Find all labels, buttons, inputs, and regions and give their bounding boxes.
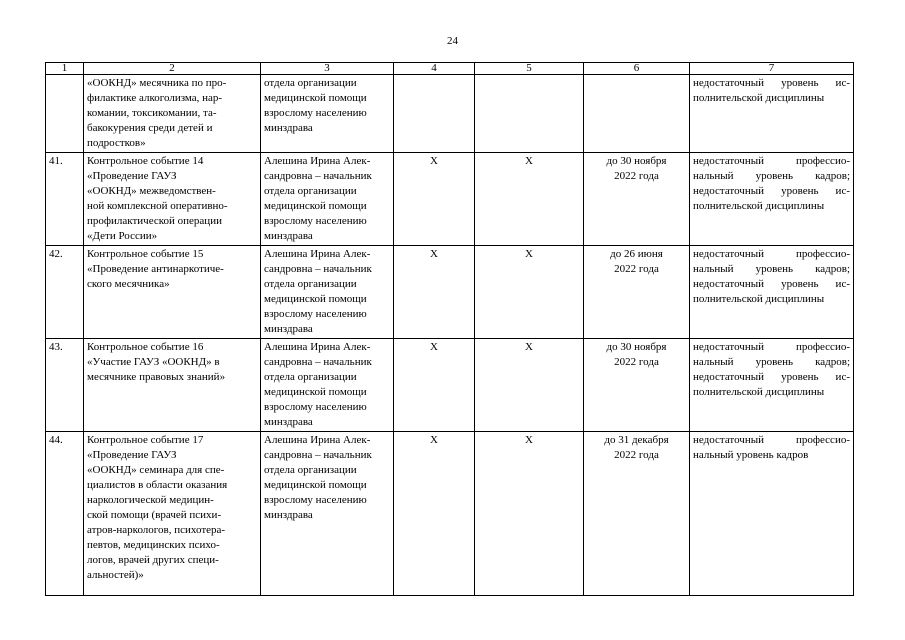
table-row xyxy=(46,75,854,153)
text-line: взрослому населению xyxy=(264,401,367,413)
header-row xyxy=(46,63,854,75)
event-cell xyxy=(84,432,261,596)
text-line: Контрольное событие 16 xyxy=(87,341,204,353)
text-line: «Дети России» xyxy=(87,230,158,242)
text-line: логов, врачей других специ- xyxy=(87,554,219,566)
text-line: «Проведение ГАУЗ xyxy=(87,449,177,461)
text-line: «ООКНД» семинара для спе- xyxy=(87,464,225,476)
risk-cell xyxy=(690,432,854,596)
header-cell: 3 xyxy=(261,63,394,75)
deadline-cell xyxy=(584,153,690,246)
text-line: подростков» xyxy=(87,137,146,149)
text-line: «ООКНД» межведомствен- xyxy=(87,185,216,197)
text-line: недостаточный профессио- xyxy=(693,248,850,260)
text-line: 2022 года xyxy=(614,263,659,275)
risk-cell xyxy=(690,246,854,339)
text-line: медицинской помощи xyxy=(264,200,367,212)
text-line: 2022 года xyxy=(614,170,659,182)
text-line: недостаточный уровень ис- xyxy=(693,371,850,383)
text-line: сандровна – начальник xyxy=(264,449,372,461)
text-line: взрослому населению xyxy=(264,308,367,320)
text-line: минздрава xyxy=(264,323,313,335)
text-line: наркологической медицин- xyxy=(87,494,214,506)
text-line: атров-наркологов, психотера- xyxy=(87,524,226,536)
text-line: ной комплексной оперативно- xyxy=(87,200,228,212)
deadline-cell xyxy=(584,246,690,339)
page-number: 24 xyxy=(447,35,458,47)
column-4-cell: Х xyxy=(394,339,475,432)
text-line: нальный уровень кадров; xyxy=(693,263,850,275)
row-number-cell: 43. xyxy=(46,339,84,432)
deadline-cell xyxy=(584,432,690,596)
responsible-cell xyxy=(261,432,394,596)
text-line: полнительской дисциплины xyxy=(693,386,825,398)
text-line: комании, токсикомании, та- xyxy=(87,107,217,119)
text-line: 2022 года xyxy=(614,356,659,368)
text-line: полнительской дисциплины xyxy=(693,293,825,305)
risk-cell xyxy=(690,75,854,153)
header-cell: 5 xyxy=(475,63,584,75)
text-line: Алешина Ирина Алек- xyxy=(264,434,371,446)
text-line: до 30 ноября xyxy=(606,155,667,167)
column-5-cell: Х xyxy=(475,153,584,246)
responsible-cell xyxy=(261,339,394,432)
deadline-cell xyxy=(584,339,690,432)
text-line: минздрава xyxy=(264,416,313,428)
event-cell xyxy=(84,339,261,432)
text-line: отдела организации xyxy=(264,371,357,383)
column-4-cell: Х xyxy=(394,246,475,339)
text-line: до 31 декабря xyxy=(604,434,669,446)
text-line: медицинской помощи xyxy=(264,479,367,491)
text-line: бакокурения среди детей и xyxy=(87,122,213,134)
text-line: минздрава xyxy=(264,122,313,134)
text-line: отдела организации xyxy=(264,278,357,290)
text-line: до 26 июня xyxy=(610,248,663,260)
table-row xyxy=(46,339,854,432)
text-line: «ООКНД» месячника по про- xyxy=(87,77,227,89)
header-cell: 1 xyxy=(46,63,84,75)
responsible-cell xyxy=(261,75,394,153)
text-line: недостаточный уровень ис- xyxy=(693,77,850,89)
row-number-cell: 42. xyxy=(46,246,84,339)
text-line: отдела организации xyxy=(264,464,357,476)
text-line: недостаточный уровень ис- xyxy=(693,185,850,197)
text-line: нальный уровень кадров xyxy=(693,449,809,461)
text-line: Алешина Ирина Алек- xyxy=(264,155,371,167)
text-line: полнительской дисциплины xyxy=(693,92,825,104)
text-line: 2022 года xyxy=(614,449,659,461)
header-cell: 4 xyxy=(394,63,475,75)
risk-cell xyxy=(690,153,854,246)
text-line: до 30 ноября xyxy=(606,341,667,353)
column-4-cell: Х xyxy=(394,432,475,596)
text-line: отдела организации xyxy=(264,77,357,89)
row-number-cell xyxy=(46,75,84,153)
column-5-cell: Х xyxy=(475,246,584,339)
text-line: минздрава xyxy=(264,509,313,521)
text-line: взрослому населению xyxy=(264,494,367,506)
table-row xyxy=(46,432,854,596)
text-line: недостаточный профессио- xyxy=(693,341,850,353)
table-row xyxy=(46,246,854,339)
row-number-cell: 44. xyxy=(46,432,84,596)
risk-cell xyxy=(690,339,854,432)
table-row xyxy=(46,153,854,246)
column-5-cell: Х xyxy=(475,432,584,596)
text-line: «Проведение ГАУЗ xyxy=(87,170,177,182)
text-line: нальный уровень кадров; xyxy=(693,356,850,368)
header-cell: 6 xyxy=(584,63,690,75)
text-line: минздрава xyxy=(264,230,313,242)
text-line: ского месячника» xyxy=(87,278,170,290)
text-line: Алешина Ирина Алек- xyxy=(264,248,371,260)
deadline-cell xyxy=(584,75,690,153)
text-line: недостаточный профессио- xyxy=(693,155,850,167)
text-line: недостаточный уровень ис- xyxy=(693,278,850,290)
text-line: взрослому населению xyxy=(264,215,367,227)
text-line: ской помощи (врачей психи- xyxy=(87,509,222,521)
column-4-cell: Х xyxy=(394,153,475,246)
header-cell: 7 xyxy=(690,63,854,75)
text-line: Алешина Ирина Алек- xyxy=(264,341,371,353)
text-line: медицинской помощи xyxy=(264,386,367,398)
text-line: альностей)» xyxy=(87,569,144,581)
text-line: циалистов в области оказания xyxy=(87,479,228,491)
header-cell: 2 xyxy=(84,63,261,75)
text-line: нальный уровень кадров; xyxy=(693,170,850,182)
text-line: отдела организации xyxy=(264,185,357,197)
row-number-cell: 41. xyxy=(46,153,84,246)
column-5-cell: Х xyxy=(475,339,584,432)
text-line: филактике алкоголизма, нар- xyxy=(87,92,223,104)
text-line: сандровна – начальник xyxy=(264,356,372,368)
text-line: недостаточный профессио- xyxy=(693,434,850,446)
text-line: «Участие ГАУЗ «ООКНД» в xyxy=(87,356,220,368)
event-cell xyxy=(84,153,261,246)
text-line: «Проведение антинаркотиче- xyxy=(87,263,224,275)
plan-table xyxy=(45,62,854,596)
text-line: Контрольное событие 14 xyxy=(87,155,204,167)
text-line: взрослому населению xyxy=(264,107,367,119)
text-line: сандровна – начальник xyxy=(264,170,372,182)
text-line: медицинской помощи xyxy=(264,293,367,305)
column-5-cell xyxy=(475,75,584,153)
text-line: профилактической операции xyxy=(87,215,222,227)
column-4-cell xyxy=(394,75,475,153)
text-line: медицинской помощи xyxy=(264,92,367,104)
responsible-cell xyxy=(261,246,394,339)
text-line: месячнике правовых знаний» xyxy=(87,371,226,383)
text-line: полнительской дисциплины xyxy=(693,200,825,212)
text-line: певтов, медицинских психо- xyxy=(87,539,220,551)
text-line: Контрольное событие 17 xyxy=(87,434,204,446)
responsible-cell xyxy=(261,153,394,246)
event-cell xyxy=(84,246,261,339)
text-line: сандровна – начальник xyxy=(264,263,372,275)
text-line: Контрольное событие 15 xyxy=(87,248,204,260)
event-cell xyxy=(84,75,261,153)
